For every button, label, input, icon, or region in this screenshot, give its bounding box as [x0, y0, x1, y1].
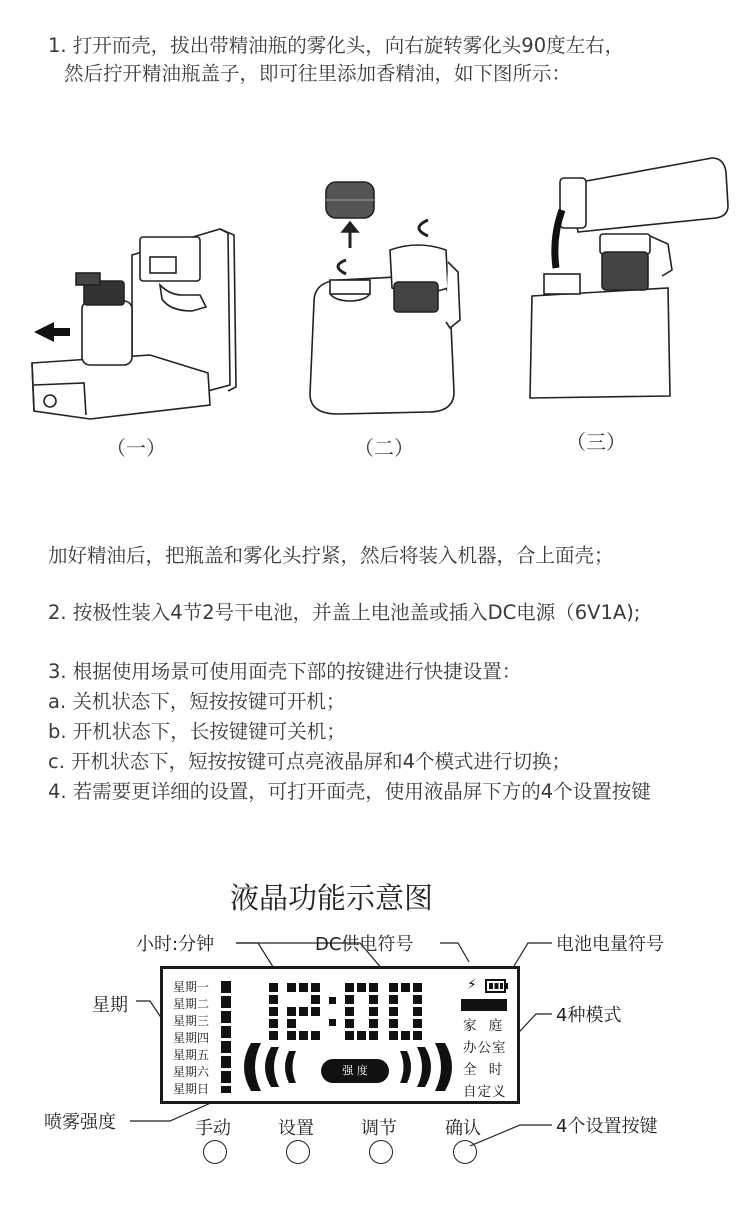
week-label: 星期: [92, 995, 128, 1016]
figure-3-caption: （三）: [566, 430, 626, 454]
button-adjust-label: 调节: [361, 1118, 397, 1139]
weekday-item: 星期五: [173, 1048, 210, 1062]
lcd-panel: [160, 966, 520, 1104]
modes-list: [463, 1015, 507, 1103]
modes-label: 4种模式: [556, 1005, 622, 1026]
spray-intensity-label: 喷雾强度: [44, 1112, 116, 1133]
weekday-item: 星期一: [173, 980, 210, 994]
battery-level-label: 电池电量符号: [556, 934, 664, 955]
step-2-text: 2. 按极性装入4节2号干电池，并盖上电池盖或插入DC电源（6V1A);: [48, 601, 641, 624]
manual-button[interactable]: [203, 1140, 227, 1164]
settings-button[interactable]: [286, 1140, 310, 1164]
mode-item: 办公室: [463, 1040, 507, 1056]
step-3c-text: c. 开机状态下，短按按键可点亮液晶屏和4个模式进行切换；: [48, 750, 572, 773]
weekday-item: 星期六: [173, 1065, 210, 1079]
clock-digits-display: [263, 979, 443, 1045]
confirm-button[interactable]: [453, 1140, 477, 1164]
button-manual-label: 手动: [195, 1118, 231, 1139]
step-3a-text: a. 关机状态下，短按按键可开机；: [48, 690, 346, 713]
figure-1-caption: （一）: [106, 436, 166, 460]
mode-item: 家 庭: [463, 1018, 507, 1034]
clock-label: 小时:分钟: [136, 934, 215, 955]
figure-2-caption: （二）: [354, 436, 414, 460]
step-3b-text: b. 开机状态下，长按键键可关机；: [48, 720, 346, 743]
week-indicator-bar: [221, 981, 231, 1093]
weekday-item: 星期日: [173, 1082, 210, 1096]
battery-gauge-bar: [461, 999, 507, 1011]
button-settings-label: 设置: [278, 1118, 314, 1139]
dc-power-label: DC供电符号: [315, 934, 414, 955]
lcd-diagram-title: 液晶功能示意图: [230, 881, 434, 915]
intensity-indicator: 强 度: [321, 1059, 389, 1083]
button-confirm-label: 确认: [445, 1118, 481, 1139]
battery-icon: [485, 979, 509, 993]
step-4-text: 4. 若需要更详细的设置，可打开面壳，使用液晶屏下方的4个设置按键: [48, 780, 651, 803]
intro-line-2: 然后拧开精油瓶盖子，即可往里添加香精油，如下图所示：: [64, 62, 572, 85]
setting-buttons-label: 4个设置按键: [556, 1116, 658, 1137]
lightning-icon: ⚡: [467, 977, 477, 993]
adjust-button[interactable]: [369, 1140, 393, 1164]
mode-item: 自定义: [463, 1084, 507, 1100]
intro-line-1: 1. 打开而壳，拔出带精油瓶的雾化头，向右旋转雾化头90度左右，: [48, 34, 625, 57]
mode-item: 全 时: [463, 1062, 507, 1078]
weekday-item: 星期三: [173, 1014, 210, 1028]
weekday-list: [173, 979, 209, 1098]
after-fill-text: 加好精油后，把瓶盖和雾化头拧紧，然后将装入机器，合上面壳；: [48, 544, 614, 567]
weekday-item: 星期二: [173, 997, 210, 1011]
step-3-text: 3. 根据使用场景可使用面壳下部的按键进行快捷设置：: [48, 660, 522, 683]
weekday-item: 星期四: [173, 1031, 210, 1045]
